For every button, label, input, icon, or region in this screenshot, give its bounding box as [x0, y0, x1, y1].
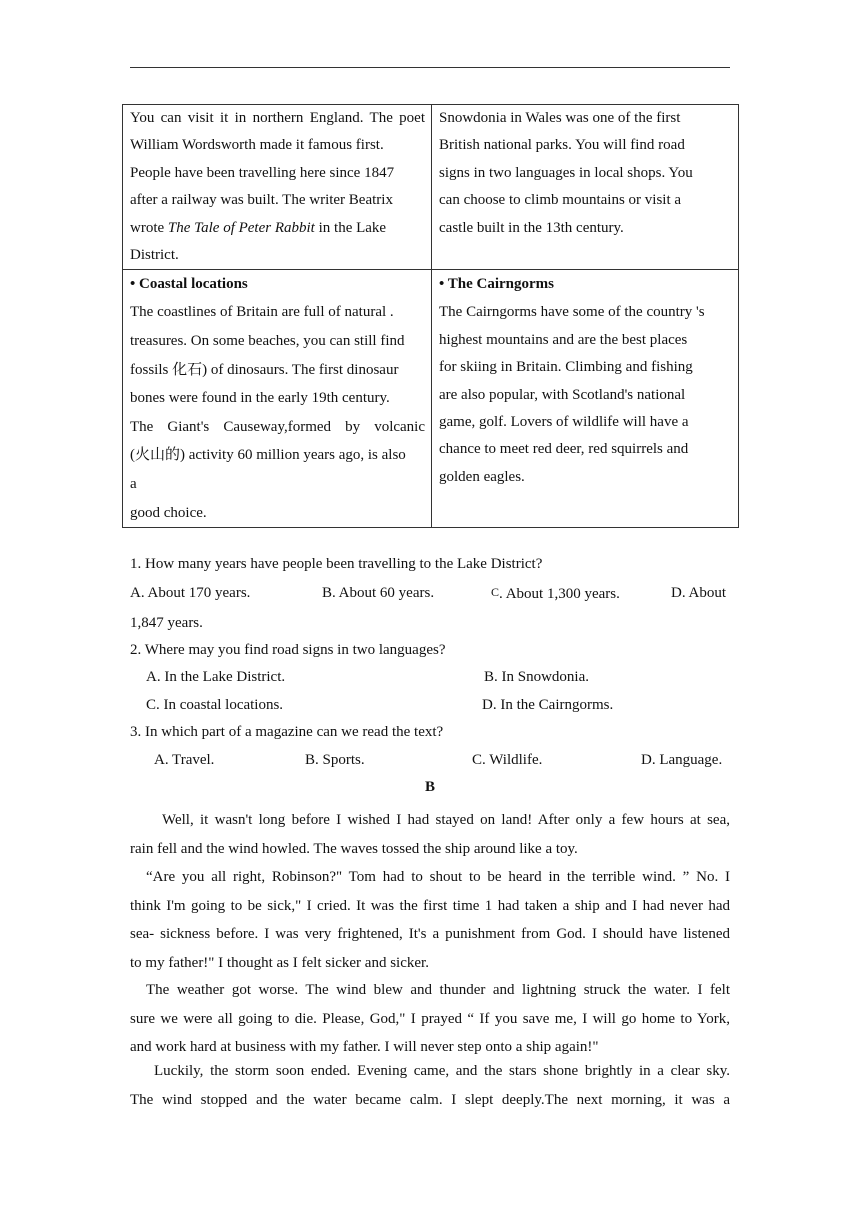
paragraph-3 [130, 976, 730, 1062]
text-line: (火山的) activity 60 million years ago, is also [130, 447, 406, 464]
question-1-option-d-continued: 1,847 years. [130, 615, 203, 631]
text-line: bones were found in the early 19th century. [130, 390, 390, 407]
section-heading: B [424, 779, 435, 795]
text-line [130, 215, 425, 242]
coastal-cell [123, 270, 432, 528]
text-line: can choose to climb mountains or visit a [439, 192, 682, 209]
question-3-option-d: D. Language. [641, 752, 723, 768]
question-1-stem: 1. How many years have people been travelling to the Lake District? [130, 556, 543, 572]
text-line: rain fell and the wind howled. The waves tossed the ship around like a toy. [130, 840, 578, 857]
question-3-option-b: B. Sports. [305, 752, 365, 768]
text-line: The Cairngorms have some of the country 's [439, 304, 705, 321]
text-line: game, golf. Lovers of wildlife will have a [439, 414, 689, 431]
question-3-stem: 3. In which part of a magazine can we read the text? [130, 724, 444, 740]
option-letter: C [491, 585, 500, 599]
question-2-option-b: B. In Snowdonia. [484, 669, 589, 685]
destinations-table [122, 104, 739, 528]
question-2-option-a: A. In the Lake District. [146, 669, 286, 685]
text-line: You can visit it in northern England. The poet [130, 110, 425, 126]
question-1-option-c [491, 585, 620, 603]
text-line: treasures. On some beaches, you can still find [130, 333, 405, 350]
cairngorms-text [439, 299, 732, 491]
question-3-option-a: A. Travel. [154, 752, 215, 768]
text-line: think I'm going to be sick," I cried. It was the first time 1 had taken a ship and I had never had [130, 897, 730, 914]
paragraph-2 [130, 863, 730, 977]
question-1-option-d: D. About [671, 585, 727, 601]
text-line: are also popular, with Scotland's national [439, 386, 686, 403]
text-line: District. [130, 247, 179, 264]
text-line: Snowdonia in Wales was one of the first [439, 110, 681, 126]
text-line: good choice. [130, 504, 207, 521]
text-line: castle built in the 13th century. [439, 219, 624, 236]
text-line: golden eagles. [439, 468, 525, 485]
lake-district-text [130, 105, 425, 269]
text-line: British national parks. You will find road [439, 137, 685, 154]
header-rule [130, 67, 730, 68]
text-fragment: wrote [130, 219, 168, 236]
text-line: “Are you all right, Robinson?" Tom had to shout to be heard in the terrible wind. ” No. I [146, 869, 730, 885]
text-line: People have been travelling here since 1847 [130, 164, 395, 181]
question-1-option-a: A. About 170 years. [130, 585, 251, 601]
text-line: after a railway was built. The writer Beatrix [130, 192, 393, 209]
text-line: sea- sickness before. I was very frightened, It's a punishment from God. I should have listened [130, 926, 730, 943]
question-2-option-d: D. In the Cairngorms. [482, 697, 614, 713]
text-line: Well, it wasn't long before I wished I had stayed on land! After only a few hours at sea, [162, 812, 730, 828]
question-2-stem: 2. Where may you find road signs in two languages? [130, 642, 446, 658]
option-text: . About 1,300 years. [499, 586, 620, 602]
paragraph-4 [130, 1057, 730, 1114]
text-line: and work hard at business with my father. I will never step onto a ship again!" [130, 1039, 599, 1056]
question-2-option-c: C. In coastal locations. [146, 697, 284, 713]
snowdonia-text [439, 105, 732, 242]
text-line: The Giant's Causeway,formed by volcanic [130, 418, 425, 435]
question-3-option-c: C. Wildlife. [472, 752, 543, 768]
text-line: chance to meet red deer, red squirrels and [439, 441, 689, 458]
question-1-option-b: B. About 60 years. [322, 585, 435, 601]
table-row [123, 105, 739, 270]
text-line: signs in two languages in local shops. You [439, 164, 693, 181]
text-line: for skiing in Britain. Climbing and fishing [439, 359, 693, 376]
lake-district-cell [123, 105, 432, 270]
text-line: to my father!" I thought as I felt sicker and sicker. [130, 954, 429, 971]
snowdonia-cell [432, 105, 739, 270]
text-fragment: in the Lake [314, 219, 387, 236]
table-row [123, 270, 739, 528]
text-line: The coastlines of Britain are full of natural . [130, 304, 394, 321]
text-line: The weather got worse. The wind blew and thunder and lightning struck the water. I felt [146, 982, 730, 998]
text-line: sure we were all going to die. Please, God," I prayed “ If you save me, I will go home to York, [130, 1010, 730, 1027]
book-title: The Tale of Peter Rabbit [167, 219, 315, 236]
coastal-text [130, 298, 425, 527]
text-line: Luckily, the storm soon ended. Evening came, and the stars shone brightly in a clear sky. [154, 1063, 730, 1079]
paragraph-1 [130, 806, 730, 863]
text-line: The wind stopped and the water became calm. I slept deeply.The next morning, it was a [130, 1091, 730, 1108]
cairngorms-title: • The Cairngorms [439, 276, 554, 293]
text-line: a [130, 476, 137, 492]
text-line: highest mountains and are the best places [439, 331, 688, 348]
text-line: fossils 化石) of dinosaurs. The first dinosaur [130, 361, 399, 378]
coastal-title: • Coastal locations [130, 276, 248, 293]
cairngorms-cell [432, 270, 739, 528]
text-line: William Wordsworth made it famous first. [130, 137, 384, 154]
